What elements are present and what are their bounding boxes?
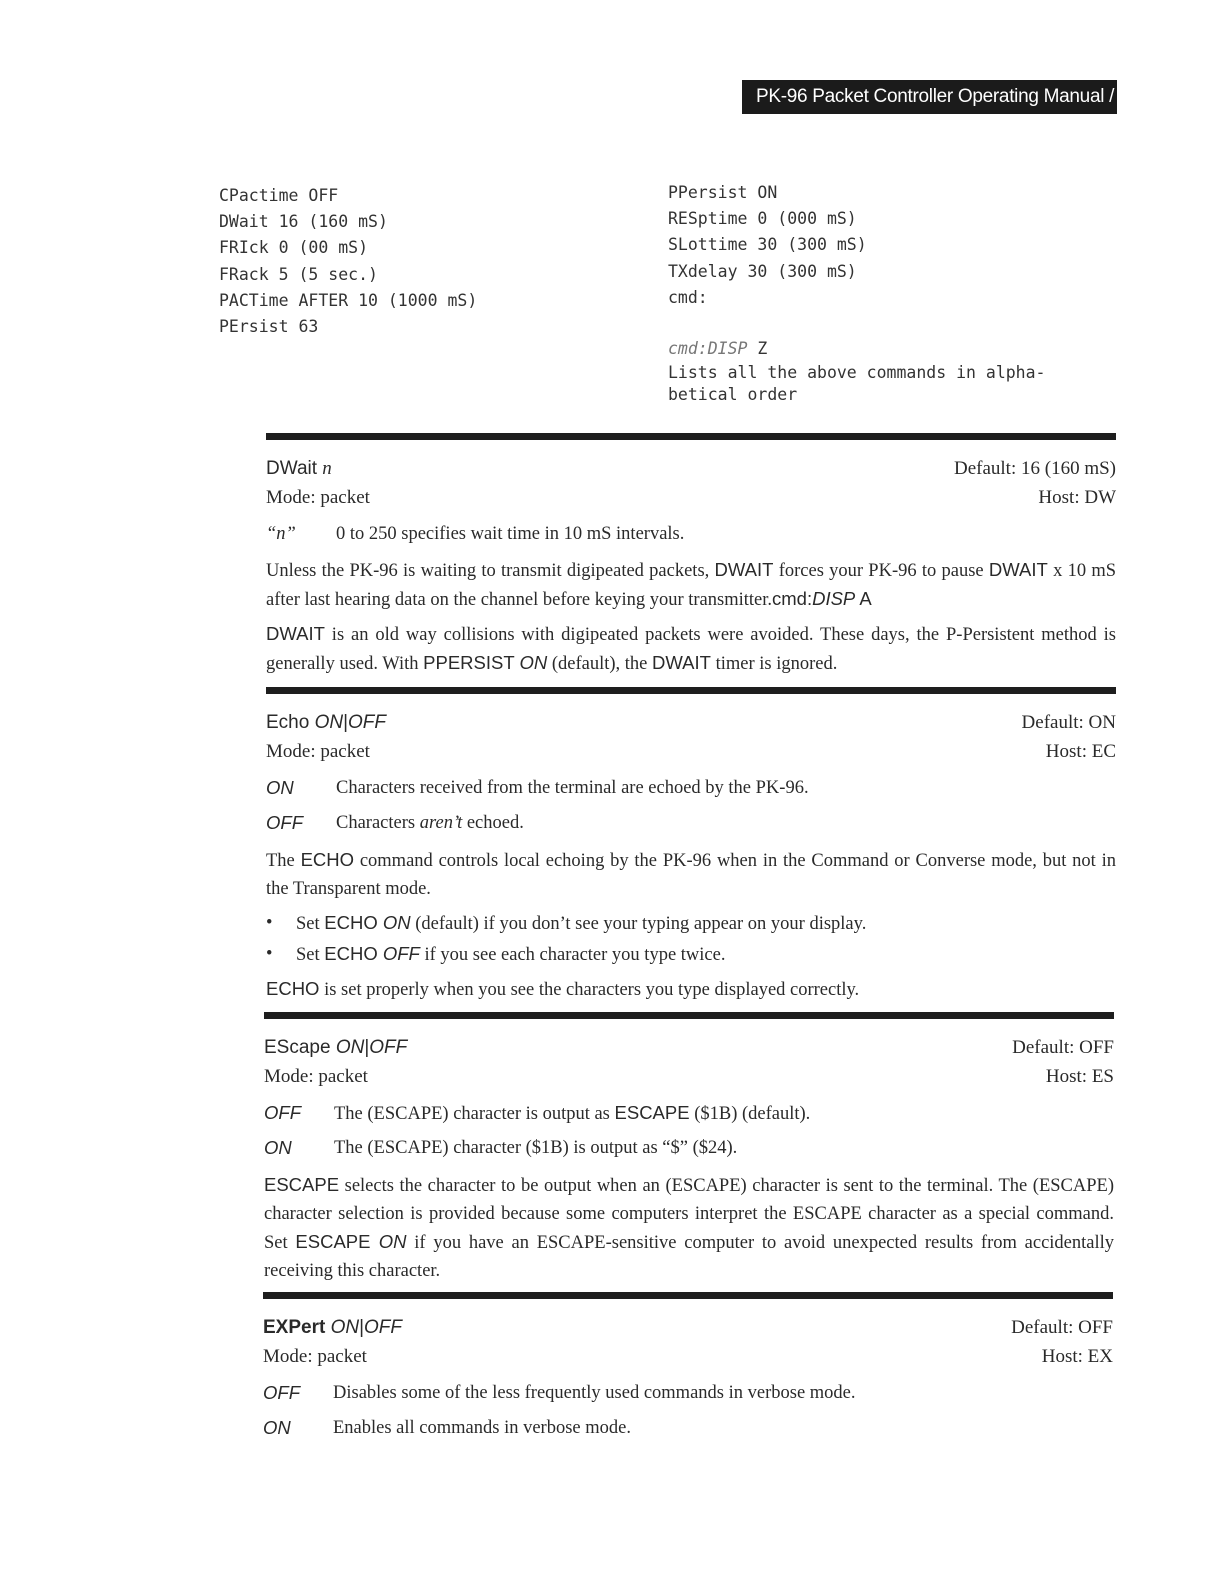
section-divider (264, 1012, 1114, 1019)
parameter-key (266, 811, 336, 836)
text-run: DWAIT (714, 559, 774, 580)
parameter-description (333, 1416, 631, 1441)
code-line: FRIck 0 (00 mS) (219, 238, 369, 258)
bullet-icon: • (266, 944, 273, 964)
text-run: | (364, 1037, 370, 1058)
text-run: Characters (336, 813, 420, 833)
text-run: OFF (263, 1382, 300, 1403)
text-run: ON (314, 712, 344, 733)
command-entry-escape (264, 1012, 1114, 1291)
text-run: The (ESCAPE) character is output as (334, 1104, 615, 1124)
text-run: DWAIT (652, 652, 711, 673)
parameter-definition (266, 811, 1116, 836)
bullet-icon: • (266, 913, 273, 933)
text-run: The (266, 851, 301, 871)
parameter-definition (263, 1416, 1113, 1441)
mode-label: Mode: packet (266, 487, 370, 508)
paragraph (266, 620, 1116, 678)
header-title: PK-96 Packet Controller Operating Manual / (756, 86, 1115, 107)
text-run: aren’t (419, 813, 463, 833)
code-line: DWait 16 (160 mS) (219, 212, 388, 232)
command-title (263, 1313, 402, 1342)
default-value: Default: OFF (1012, 1037, 1114, 1058)
title-row (266, 708, 1116, 737)
text-run: OFF (382, 943, 420, 964)
text-run: Disables some of the less frequently used commands in verbose mode. (333, 1383, 856, 1403)
parameter-description (333, 1381, 856, 1406)
parameter-definition (264, 1101, 1114, 1126)
parameter-description (334, 1136, 737, 1161)
text-run: Unless the PK-96 is waiting to transmit digipeated packets, (266, 561, 715, 581)
code-line: FRack 5 (5 sec.) (219, 264, 378, 284)
section-divider (263, 1292, 1113, 1299)
text-run: timer is ignored. (710, 654, 838, 674)
command-title (266, 454, 332, 483)
text-run: Enables all commands in verbose mode. (333, 1418, 631, 1438)
command-entry-expert (263, 1292, 1113, 1451)
section-divider (266, 433, 1116, 440)
text-run: ESCAPE (264, 1174, 340, 1195)
parameter-key (264, 1136, 334, 1161)
parameter-description (336, 522, 684, 546)
text-run: is set properly when you see the characters you type displayed correctly. (319, 980, 860, 1000)
mode-row (263, 1342, 1113, 1371)
text-run: ON (266, 777, 294, 798)
text-run: ESCAPE (614, 1102, 690, 1123)
text-run: forces your PK-96 to pause (773, 561, 989, 581)
paragraph (266, 556, 1116, 614)
text-run: OFF (266, 812, 303, 833)
command-title (264, 1033, 407, 1062)
text-run: A (855, 588, 872, 609)
mode-row (266, 737, 1116, 766)
text-run: EXPert (263, 1317, 331, 1338)
text-run: ECHO (324, 912, 383, 933)
text-run: OFF (348, 712, 387, 733)
text-run: n (322, 458, 332, 479)
title-row (263, 1313, 1113, 1342)
text-run: ON (519, 652, 548, 673)
code-line: SLottime 30 (300 mS) (668, 235, 867, 255)
text-run: OFF (369, 1037, 408, 1058)
text-run: (default), the (547, 654, 653, 674)
code-listing-right (668, 180, 867, 311)
text-run: ECHO (266, 978, 320, 999)
code-note: Lists all the above commands in alpha- betical order (668, 363, 1046, 404)
default-value: Default: 16 (160 mS) (953, 458, 1116, 479)
text-run: command controls local echoing by the PK-96 when in the Command or Converse mode, but not in the Transparent mode. (266, 851, 1116, 899)
text-run: selects the character to be output when an (ESCAPE) character is sent to the terminal. The (ESCAPE) character selection is provided because some computers interpret the ESCAPE character as a special command. Set (264, 1176, 1114, 1253)
parameter-key (266, 522, 336, 546)
bullet-item (266, 909, 1116, 938)
text-run: ON (330, 1317, 360, 1338)
text-run: OFF (364, 1317, 403, 1338)
host-code: Host: ES (1045, 1066, 1114, 1087)
title-row (266, 454, 1116, 483)
parameter-key (266, 776, 336, 801)
text-run: 0 to 250 specifies wait time in 10 mS intervals. (336, 524, 685, 544)
parameter-key (263, 1381, 333, 1406)
text-run: | (343, 712, 349, 733)
mode-label: Mode: packet (264, 1066, 368, 1087)
code-line: PErsist 63 (219, 317, 319, 337)
text-run: ON (335, 1037, 365, 1058)
command-entry-echo (266, 687, 1116, 1010)
text-run: ECHO (300, 849, 355, 870)
mode-row (266, 483, 1116, 512)
text-run: ON (263, 1417, 291, 1438)
paragraph (264, 1171, 1114, 1285)
running-header (742, 80, 1117, 141)
text-run: ON (382, 912, 411, 933)
text-run: ECHO (324, 943, 383, 964)
prompt-text: cmd:DISP (668, 339, 748, 358)
text-run: Characters received from the terminal are echoed by the PK-96. (336, 778, 809, 798)
parameter-definition (266, 522, 1116, 546)
text-run: | (359, 1317, 365, 1338)
text-run: PPERSIST (423, 652, 520, 673)
bullet-text (296, 909, 866, 938)
mode-label: Mode: packet (266, 741, 370, 762)
text-run: Echo (266, 712, 315, 733)
text-run: OFF (264, 1102, 301, 1123)
command-entry-dwait (266, 433, 1116, 684)
default-value: Default: OFF (1011, 1317, 1113, 1338)
text-run: (default) if you don’t see your typing appear on your display. (410, 914, 867, 934)
page-number: 45 (756, 120, 777, 141)
section-divider (266, 687, 1116, 694)
paragraph (266, 846, 1116, 903)
text-run: DWAIT (988, 559, 1048, 580)
text-run: echoed. (462, 813, 524, 833)
command-title (266, 708, 386, 737)
code-line: CPactime OFF (219, 186, 339, 205)
mode-label: Mode: packet (263, 1346, 367, 1367)
text-run: ESCAPE (295, 1231, 379, 1252)
prompt-arg: Z (747, 339, 768, 358)
text-run: x 10 mS after last hearing data on the channel before keying your transmitter. (266, 561, 1116, 610)
parameter-key (263, 1416, 333, 1441)
text-run: is an old way collisions with digipeated packets were avoided. These days, the P-Persistent method is generally used. With (266, 625, 1116, 674)
text-run: if you see each character you type twice. (419, 945, 726, 965)
text-run: “n” (266, 524, 296, 544)
bullet-text (296, 940, 725, 969)
parameter-description (334, 1101, 810, 1126)
parameter-definition (263, 1381, 1113, 1406)
code-prompt (668, 336, 767, 362)
text-run: if you have an ESCAPE-sensitive computer to avoid unexpected results from accidentally receiving this character. (264, 1233, 1115, 1281)
default-value: Default: ON (1021, 712, 1116, 733)
paragraph (266, 975, 1116, 1004)
text-run: ON (378, 1231, 407, 1252)
text-run: DWait (266, 458, 323, 479)
parameter-definition (266, 776, 1116, 801)
parameter-description (336, 811, 524, 836)
text-run: cmd: (772, 588, 813, 609)
text-run: Set (296, 945, 325, 965)
text-run: ON (264, 1137, 292, 1158)
host-code: Host: EX (1041, 1346, 1113, 1367)
code-line: PPersist ON (668, 183, 778, 202)
code-listing-left (219, 183, 477, 340)
text-run: DWAIT (266, 623, 325, 644)
text-run: Set (296, 914, 325, 934)
parameter-key (264, 1101, 334, 1126)
text-run: DISP (812, 588, 856, 609)
title-row (264, 1033, 1114, 1062)
code-line: TXdelay 30 (300 mS) (668, 261, 857, 281)
host-code: Host: DW (1038, 487, 1116, 508)
code-line: RESptime 0 (000 mS) (668, 209, 857, 229)
text-run: ($1B) (default). (689, 1104, 811, 1124)
text-run: EScape (264, 1037, 336, 1058)
mode-row (264, 1062, 1114, 1091)
code-line: PACTime AFTER 10 (1000 mS) (219, 290, 478, 310)
parameter-description (336, 776, 809, 801)
host-code: Host: EC (1045, 741, 1116, 762)
code-line: cmd: (668, 287, 708, 307)
parameter-definition (264, 1136, 1114, 1161)
bullet-item (266, 940, 1116, 969)
text-run: The (ESCAPE) character ($1B) is output as “$” ($24). (334, 1138, 738, 1158)
